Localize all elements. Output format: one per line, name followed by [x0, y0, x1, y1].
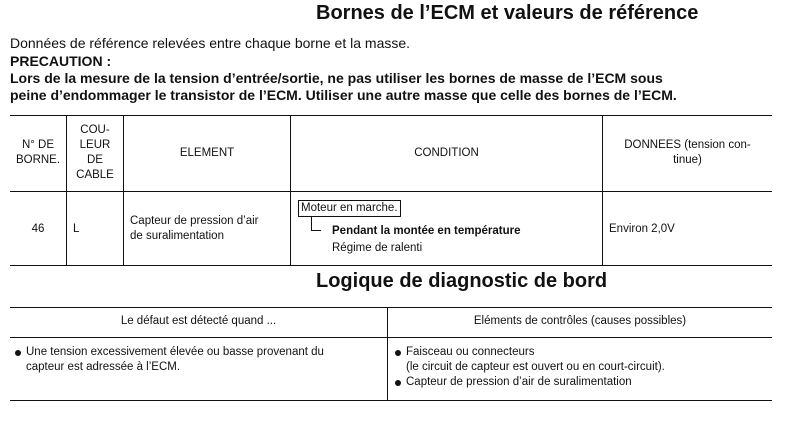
- intro-text: Données de référence relevées entre chaque borne et la masse.: [10, 35, 411, 51]
- header-cable-color: [67, 115, 123, 191]
- diagnostic-table: [10, 307, 772, 401]
- header-cable-line: COU-: [80, 124, 110, 136]
- bullet-icon: [15, 350, 21, 356]
- list-item-line: Capteur de pression d’air de suralimentation: [406, 376, 632, 388]
- header-cable-line: LEUR: [79, 139, 111, 151]
- diag-header-divider: [10, 337, 772, 338]
- row-element-line: de suralimentation: [130, 229, 224, 242]
- precaution-heading: PRECAUTION :: [10, 53, 112, 69]
- precaution-line-1: Lors de la mesure de la tension d’entrée/sortie, ne pas utiliser les bornes de masse de l’ECM sous: [10, 70, 663, 86]
- header-terminal-line: N° DE: [21, 139, 55, 151]
- list-item-line: Faisceau ou connecteurs: [406, 346, 535, 358]
- bullet-icon: [395, 380, 401, 386]
- header-data-line: tinue): [673, 154, 702, 166]
- section-title-diagnostic: Logique de diagnostic de bord: [316, 270, 608, 292]
- header-terminal-line: BORNE.: [15, 154, 61, 166]
- header-terminal: [10, 115, 66, 191]
- diag-header-detected: Le défaut est détecté quand ...: [120, 315, 277, 327]
- list-item: [14, 345, 384, 375]
- row-terminal: 46: [31, 222, 45, 235]
- header-data: [603, 115, 772, 191]
- diag-border-top: [10, 307, 772, 308]
- list-item: [394, 375, 770, 390]
- precaution-line-2: peine d’endommager le transistor de l’ECM. Utiliser une autre masse que celle des bornes de l’ECM.: [10, 87, 677, 103]
- condition-sub-warmup: Pendant la montée en température: [332, 225, 521, 237]
- table-border-bottom: [10, 265, 772, 266]
- condition-sub-idle: Régime de ralenti: [332, 242, 423, 254]
- ecm-reference-table: [10, 115, 772, 266]
- precaution-text: [10, 70, 677, 104]
- list-item-line: Une tension excessivement élevée ou basse provenant du: [26, 346, 324, 358]
- header-data-line: DONNEES (tension con-: [624, 139, 751, 151]
- list-item: [394, 345, 770, 375]
- diag-border-bottom: [10, 400, 772, 401]
- list-item-line: (le circuit de capteur est ouvert ou en court-circuit).: [406, 361, 665, 373]
- row-cable-color: L: [73, 222, 80, 235]
- section-title-ecm: Bornes de l’ECM et valeurs de référence: [316, 2, 699, 24]
- row-data-value: Environ 2,0V: [609, 222, 675, 235]
- row-element: [130, 192, 290, 265]
- bullet-icon: [395, 350, 401, 356]
- header-condition: CONDITION: [414, 146, 479, 159]
- diag-detected-list: [14, 345, 384, 375]
- row-element-line: Capteur de pression d’air: [130, 214, 259, 227]
- header-cable-line: CABLE: [76, 169, 114, 181]
- header-cable-line: DE: [87, 154, 103, 166]
- list-item-line: capteur est adressée à l’ECM.: [26, 361, 181, 373]
- diag-header-causes: Eléments de contrôles (causes possibles): [473, 315, 687, 327]
- condition-tree-connector: [311, 216, 312, 230]
- condition-main: Moteur en marche.: [298, 200, 401, 217]
- diag-causes-list: [394, 345, 770, 390]
- condition-tree-connector: [311, 230, 321, 231]
- header-element: ELEMENT: [179, 146, 235, 159]
